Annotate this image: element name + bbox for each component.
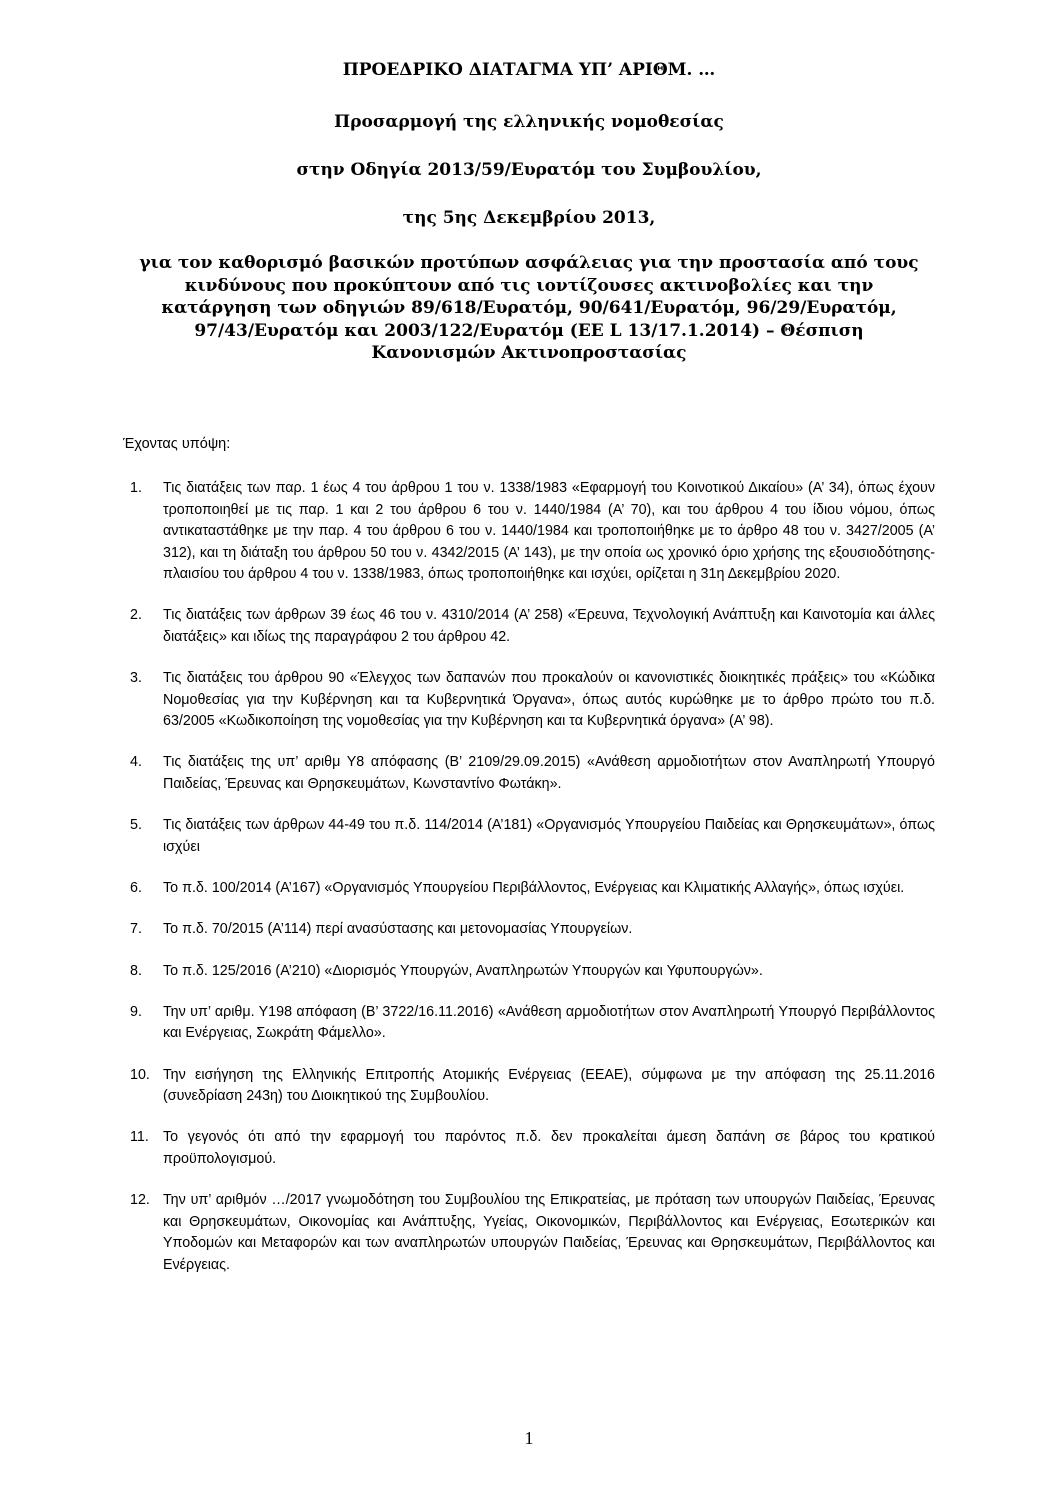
- item-text: Την εισήγηση της Ελληνικής Επιτροπής Ατομικής Ενέργειας (ΕΕΑΕ), σύμφωνα με την απόφαση της 25.11.2016 (συνεδρίαση 243η) του Διοικητικού της Συμβουλίου.: [163, 1066, 935, 1105]
- item-number: 6.: [130, 879, 142, 896]
- item-text: Το π.δ. 125/2016 (Α’210) «Διορισμός Υπουργών, Αναπληρωτών Υπουργών και Υφυπουργών».: [163, 962, 763, 979]
- item-text: Το γεγονός ότι από την εφαρμογή του παρόντος π.δ. δεν προκαλείται άμεση δαπάνη σε βάρος του κρατικού προϋπολογισμού.: [163, 1129, 935, 1167]
- decree-subtitle-line: της 5ης Δεκεμβρίου 2013,: [402, 208, 656, 228]
- item-number: 7.: [130, 921, 142, 938]
- item-text: Τις διατάξεις των άρθρων 39 έως 46 του ν. 4310/2014 (Α’ 258) «Έρευνα, Τεχνολογική Ανάπτυξη και Καινοτομία και άλλες διατάξεις» και ιδίως της παραγράφου 2 του άρθρου 42.: [163, 607, 935, 645]
- page-number: 1: [524, 1428, 534, 1448]
- item-text: Τις διατάξεις των άρθρων 44-49 του π.δ. 114/2014 (Α’181) «Οργανισμός Υπουργείου Παιδείας και Θρησκευμάτων», όπως ισχύει: [163, 817, 935, 855]
- list-item: [130, 878, 935, 900]
- item-number: 8.: [130, 962, 142, 979]
- decree-subject-line: Κανονισμών Ακτινοπροστασίας: [371, 343, 687, 363]
- list-item: [130, 815, 935, 858]
- decree-subject-line: κινδύνους που προκύπτουν από τις ιοντίζουσες ακτινοβολίες και την: [184, 275, 874, 296]
- item-number: 10.: [130, 1066, 150, 1083]
- item-number: 5.: [130, 817, 142, 834]
- decree-subject-line: κατάργηση των οδηγιών 89/618/Ευρατόμ, 90/641/Ευρατόμ, 96/29/Ευρατόμ,: [161, 298, 897, 318]
- item-number: 1.: [130, 480, 142, 496]
- list-item: [130, 919, 935, 941]
- item-text: Το π.δ. 100/2014 (Α’167) «Οργανισμός Υπουργείου Περιβάλλοντος, Ενέργειας και Κλιματικής Αλλαγής», όπως ισχύει.: [163, 879, 905, 896]
- item-text: Το π.δ. 70/2015 (Α’114) περί ανασύστασης και μετονομασίας Υπουργείων.: [163, 921, 633, 938]
- decree-title: ΠΡΟΕΔΡΙΚΟ ΔΙΑΤΑΓΜΑ ΥΠ’ ΑΡΙΘΜ. …: [342, 60, 716, 80]
- list-item: [130, 668, 935, 733]
- list-item: [130, 1002, 935, 1045]
- item-number: 2.: [130, 607, 142, 624]
- list-item: [130, 1190, 935, 1276]
- item-text: Τις διατάξεις του άρθρου 90 «Έλεγχος των δαπανών που προκαλούν οι κανονιστικές διοικητικές πράξεις» του «Κώδικα Νομοθεσίας για την Κυβέρνηση και τα Κυβερνητικά Όργανα», όπως αυτός κυρώθηκε με το άρθρο πρώτο του π.δ. 63/2005 «Κωδικοποίηση της νομοθεσίας για την Κυβέρνηση και τα Κυβερνητικά όργανα» (Α’ 98).: [163, 670, 935, 730]
- decree-subject: [100, 252, 958, 365]
- list-item: [130, 478, 935, 586]
- preamble-intro: Έχοντας υπόψη:: [123, 436, 231, 452]
- list-item: [130, 961, 935, 983]
- item-text: Τις διατάξεις των παρ. 1 έως 4 του άρθρου 1 του ν. 1338/1983 «Εφαρμογή του Κοινοτικού Δικαίου» (Α’ 34), όπως έχουν τροποποιηθεί με τις παρ. 1 και 2 του άρθρου 6 του ν. 1440/1984 (Α’ 70), και του άρθρου 4 του ίδιου νόμου, όπως αντικαταστάθηκε με την παρ. 4 του άρθρου 6 του ν. 1440/1984 και τροποποιήθηκε με το άρθρο 48 του ν. 3427/2005 (Α’ 312), και τη διάταξη του άρθρου 50 του ν. 4342/2015 (Α’ 143), με την οποία ως χρονικό όριο χρήσης της εξουσιοδότησης-πλαισίου του άρθρου 4 του ν. 1338/1983, όπως τροποποιήθηκε και ισχύει, ορίζεται η 31η Δεκεμβρίου 2020.: [163, 480, 935, 582]
- decree-subject-line: 97/43/Ευρατόμ και 2003/122/Ευρατόμ (ΕΕ L 13/17.1.2014) – Θέσπιση: [194, 320, 864, 341]
- item-number: 12.: [130, 1192, 150, 1209]
- list-item: [130, 605, 935, 648]
- list-item: [130, 1127, 935, 1170]
- list-item: [130, 1065, 935, 1108]
- item-number: 3.: [130, 670, 142, 687]
- item-number: 9.: [130, 1003, 142, 1020]
- item-number: 4.: [130, 754, 142, 771]
- decree-subject-line: για τον καθορισμό βασικών προτύπων ασφάλειας για την προστασία από τους: [139, 253, 919, 273]
- decree-subtitle-line: στην Οδηγία 2013/59/Ευρατόμ του Συμβουλίου,: [296, 160, 762, 180]
- item-number: 11.: [130, 1129, 149, 1146]
- item-text: Την υπ’ αριθμ. Υ198 απόφαση (Β’ 3722/16.11.2016) «Ανάθεση αρμοδιοτήτων στον Αναπληρωτή Υπουργό Περιβάλλοντος και Ενέργειας, Σωκράτη Φάμελλο».: [163, 1003, 935, 1042]
- item-text: Την υπ’ αριθμόν …/2017 γνωμοδότηση του Συμβουλίου της Επικρατείας, με πρόταση των υπουργών Παιδείας, Έρευνας και Θρησκευμάτων, Οικονομίας και Ανάπτυξης, Υγείας, Οικονομικών, Περιβάλλοντος και Ενέργειας, Εσωτερικών και Υποδομών και Μεταφορών και των αναπληρωτών υπουργών Παιδείας, Έρευνας και Θρησκευμάτων, Περιβάλλοντος και Ενέργειας.: [163, 1192, 935, 1273]
- list-item: [130, 752, 935, 795]
- recitals-list: [130, 478, 935, 1296]
- decree-subtitle-line: Προσαρμογή της ελληνικής νομοθεσίας: [334, 112, 724, 132]
- item-text: Τις διατάξεις της υπ’ αριθμ Υ8 απόφασης (Β’ 2109/29.09.2015) «Ανάθεση αρμοδιοτήτων στον Αναπληρωτή Υπουργό Παιδείας, Έρευνας και Θρησκευμάτων, Κωνσταντίνο Φωτάκη».: [163, 754, 935, 792]
